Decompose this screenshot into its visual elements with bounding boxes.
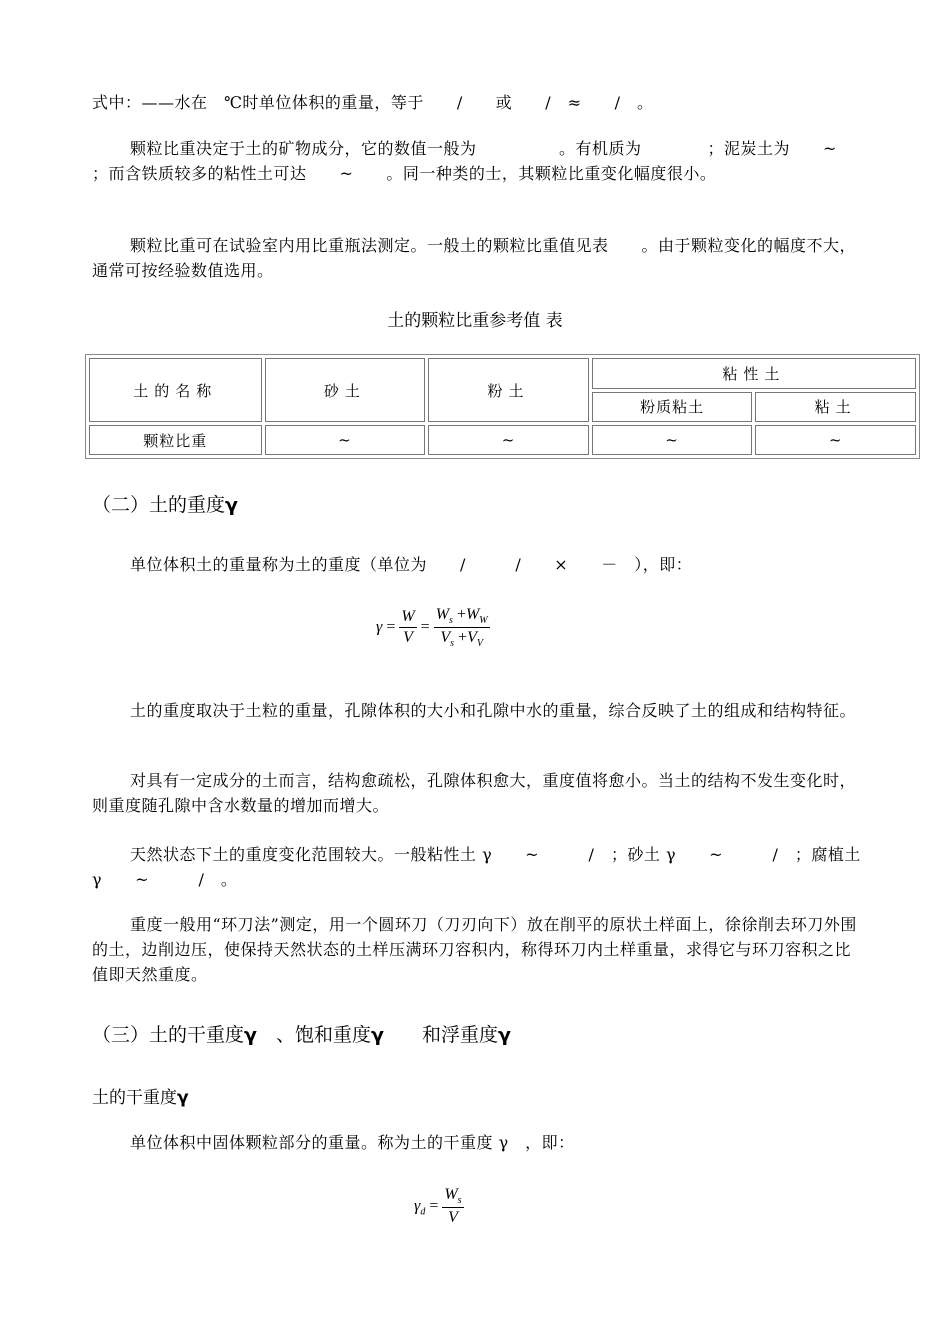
subscript: s xyxy=(450,638,455,650)
numerator xyxy=(442,1186,463,1208)
paragraph-unit-weight-definition: 单位体积土的重量称为土的重度（单位为 / / × － ），即： xyxy=(130,555,693,574)
table-caption: 土的颗粒比重参考值 表 xyxy=(387,311,563,331)
table-header-row xyxy=(89,358,916,389)
value-clay: ~ xyxy=(755,425,916,455)
plus-sign: + xyxy=(458,629,468,647)
subscript: W xyxy=(479,615,488,627)
subscript: s xyxy=(449,615,453,627)
header-sand: 砂土 xyxy=(265,358,426,422)
term-ws: W xyxy=(444,1186,458,1203)
specific-gravity-table xyxy=(85,354,920,459)
header-clay: 粘土 xyxy=(755,392,916,423)
value-silt: ~ xyxy=(428,425,589,455)
section-heading-dry-saturated-buoyant xyxy=(92,1020,511,1047)
fraction-ws-over-v xyxy=(442,1186,463,1227)
subscript: V xyxy=(476,638,483,650)
fraction-w-over-v xyxy=(399,608,416,647)
value-silty-clay: ~ xyxy=(592,425,753,455)
gamma-symbol: γ xyxy=(244,1024,257,1046)
denominator: V xyxy=(403,629,413,647)
paragraph-natural-range: 天然状态下土的重度变化范围较大。一般粘性土 γ ~ / ；砂土 γ ~ / ；腐植土 γ ~ / 。 xyxy=(92,845,867,889)
term-vv: V xyxy=(467,629,477,647)
subscript: s xyxy=(457,1195,462,1207)
formula-gamma: γ xyxy=(376,618,383,636)
gamma-symbol: γ xyxy=(370,1024,384,1046)
formula-gamma: γ xyxy=(414,1197,421,1215)
formula-equals: = xyxy=(420,618,430,636)
formula-equals: = xyxy=(429,1197,439,1215)
paragraph-structure-effect: 对具有一定成分的土而言，结构愈疏松，孔隙体积愈大，重度值将愈小。当土的结构不发生变化时，则重度随孔隙中含水数量的增加而增大。 xyxy=(92,771,857,815)
gamma-symbol: γ xyxy=(225,494,238,516)
denominator: V xyxy=(448,1209,458,1227)
header-silt: 粉土 xyxy=(428,358,589,422)
term-vs: V xyxy=(440,629,451,647)
section-heading-unit-weight xyxy=(92,490,238,517)
formula-dry-unit-weight xyxy=(414,1186,464,1227)
subheading-dry-unit-weight xyxy=(92,1083,189,1108)
term-ww: W xyxy=(465,606,480,623)
fraction-weights-over-volumes xyxy=(434,606,490,649)
plus-sign: + xyxy=(456,606,466,623)
row-label-specific-gravity: 颗粒比重 xyxy=(89,425,262,455)
paragraph-specific-gravity-range: 颗粒比重决定于土的矿物成分，它的数值一般为 。有机质为 ；泥炭土为 ~ ；而含铁质较多的粘性土可达 ~ 。同一种类的士，其颗粒比重变化幅度很小。 xyxy=(92,139,854,183)
table-row xyxy=(89,425,916,455)
formula-unit-weight xyxy=(376,606,490,649)
gamma-symbol: γ xyxy=(497,1024,511,1046)
header-silty-clay: 粉质粘土 xyxy=(592,392,753,423)
denominator xyxy=(434,628,490,649)
term-ws: W xyxy=(435,606,450,623)
subheading-text: 土的干重度 xyxy=(92,1088,177,1108)
formula-equals: = xyxy=(386,618,396,636)
heading-text: （二）土的重度 xyxy=(92,494,226,516)
paragraph-unit-weight-factors: 土的重度取决于土粒的重量，孔隙体积的大小和孔隙中水的重量，综合反映了土的组成和结构特征。 xyxy=(130,701,857,720)
gamma-symbol: γ xyxy=(177,1088,189,1108)
paragraph-dry-unit-weight-definition: 单位体积中固体颗粒部分的重量。称为土的干重度 γ ，即： xyxy=(130,1133,575,1152)
heading-text: 和浮重度 xyxy=(383,1024,498,1046)
numerator: W xyxy=(399,608,416,628)
value-sand: ~ xyxy=(265,425,426,455)
paragraph-ring-knife-method: 重度一般用“环刀法”测定，用一个圆环刀（刀刃向下）放在削平的原状土样面上，徐徐削去环刀外围的土，边削边压，使保持天然状态的土样压满环刀容积内，称得环刀内土样重量，求得它与环刀容积之比值即天然重度。 xyxy=(92,915,857,984)
heading-text: 、饱和重度 xyxy=(256,1024,371,1046)
paragraph-specific-gravity-test: 颗粒比重可在试验室内用比重瓶法测定。一般土的颗粒比重值见表 。由于颗粒变化的幅度不大，通常可按经验数值选用。 xyxy=(92,236,857,280)
subscript: d xyxy=(420,1206,426,1218)
numerator xyxy=(434,606,490,628)
header-soil-name: 土的名称 xyxy=(89,358,262,422)
paragraph-water-unit-weight: 式中：——水在 ℃时单位体积的重量，等于 / 或 / ≈ / 。 xyxy=(92,93,654,112)
heading-text: （三）土的干重度 xyxy=(92,1024,245,1046)
header-cohesive-soil: 粘性土 xyxy=(592,358,916,389)
